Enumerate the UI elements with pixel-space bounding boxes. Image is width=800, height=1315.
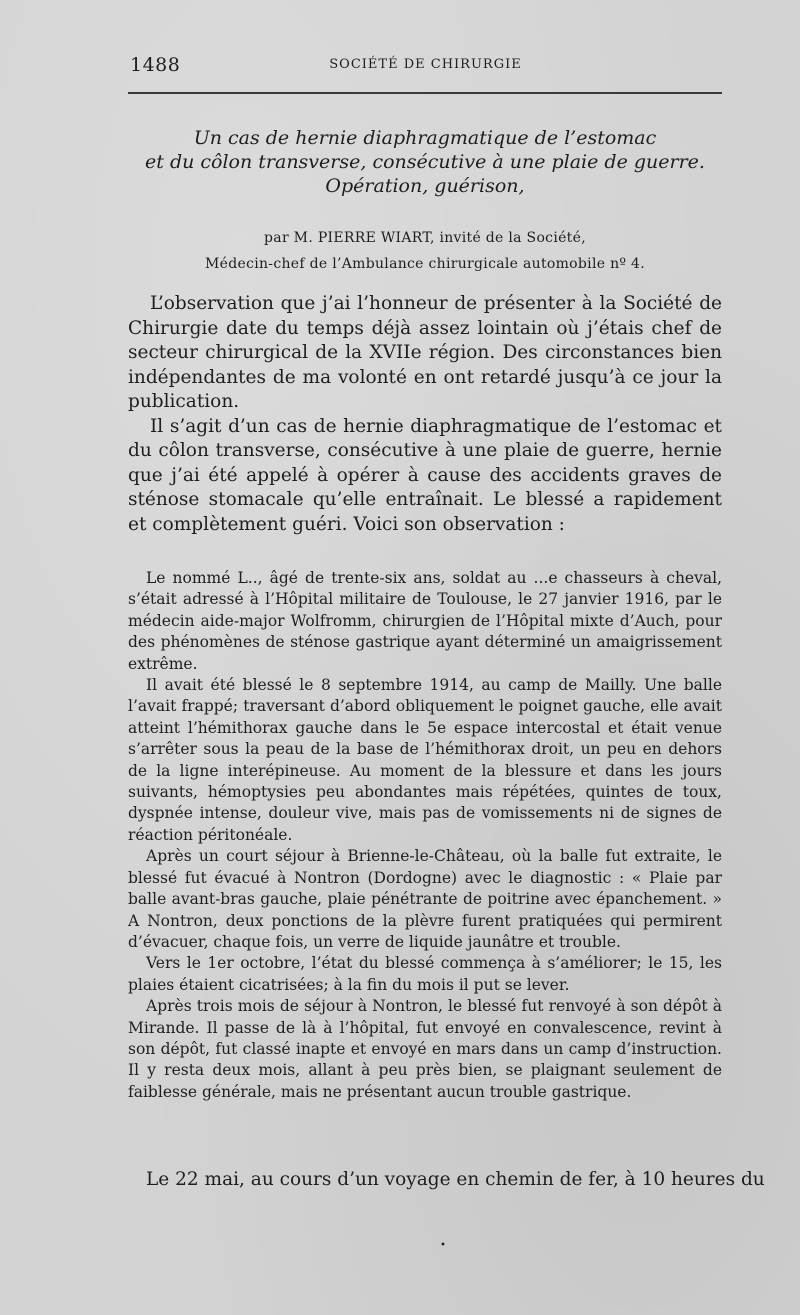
case-paragraph: Le nommé L.., âgé de trente-six ans, soldat au ...e chasseurs à cheval, s’était adressé à l’Hôpital militaire de Toulouse, le 27 janvier 1916, par le médecin aide-major Wolfromm, chirurgien de l’Hôpital mixte d’Auch, pour des phénomènes de sténose gastrique ayant déterminé un amaigrissement extrême. — [128, 569, 722, 673]
body-paragraph: Il s’agit d’un cas de hernie diaphragmatique de l’estomac et du côlon transverse, consécutive à une plaie de guerre, hernie que j’ai été appelé à opérer à cause des accidents graves de sténose stomacale qu’elle entraînait. Le blessé a rapidement et complètement guéri. Voici son observation : — [128, 415, 722, 535]
title-line: Un cas de hernie diaphragmatique de l’estomac — [193, 127, 657, 149]
introduction-text — [128, 292, 722, 537]
case-paragraph: Après un court séjour à Brienne-le-Château, où la balle fut extraite, le blessé fut évacué à Nontron (Dordogne) avec le diagnostic : « Plaie par balle avant-bras gauche, plaie pénétrante de poitrine avec épanchement. » A Nontron, deux ponctions de la plèvre furent pratiquées qui permirent d’évacuer, chaque fois, un verre de liquide jaunâtre et trouble. — [128, 847, 722, 951]
article-title — [128, 126, 722, 198]
running-title: SOCIÉTÉ DE CHIRURGIE — [329, 57, 522, 72]
case-observation-text — [128, 568, 722, 1103]
case-paragraph: Après trois mois de séjour à Nontron, le blessé fut renvoyé à son dépôt à Mirande. Il passe de là à l’hôpital, fut envoyé en convalescence, revint à son dépôt, fut classé inapte et envoyé en mars dans un camp d’instruction. Il y resta deux mois, allant à peu près bien, se plaignant seulement de faiblesse générale, mais ne présentant aucun trouble gastrique. — [128, 997, 722, 1101]
closing-line: Le 22 mai, au cours d’un voyage en chemin de fer, à 10 heures du — [146, 1169, 765, 1190]
case-paragraph: Il avait été blessé le 8 septembre 1914, au camp de Mailly. Une balle l’avait frappé; traversant d’abord obliquement le poignet gauche, elle avait atteint l’hémithorax gauche dans le 5e espace intercostal et était venue s’arrêter sous la peau de la base de l’hémithorax droit, un peu en dehors de la ligne interépineuse. Au moment de la blessure et dans les jours suivants, hémoptysies peu abondantes mais répétées, quintes de toux, dyspnée intense, douleur vive, mais pas de vomissements ni de signes de réaction péritonéale. — [128, 676, 722, 844]
title-line: Opération, guérison, — [325, 175, 525, 197]
running-head — [130, 54, 721, 78]
author-byline — [128, 225, 722, 277]
byline-line: par M. PIERRE WIART, invité de la Société, — [264, 230, 586, 246]
page-speck: • — [440, 1240, 446, 1251]
body-paragraph: L’observation que j’ai l’honneur de présenter à la Société de Chirurgie date du temps déjà assez lointain où j’étais chef de secteur chirurgical de la XVIIe région. Des circonstances bien indépendantes de ma volonté en ont retardé jusqu’à ce jour la publication. — [128, 293, 722, 412]
title-line: et du côlon transverse, consécutive à une plaie de guerre. — [145, 151, 705, 173]
header-rule — [128, 92, 722, 94]
case-paragraph: Vers le 1er octobre, l’état du blessé commença à s’améliorer; le 15, les plaies étaient cicatrisées; à la fin du mois il put se lever. — [128, 954, 722, 994]
page-number: 1488 — [130, 54, 181, 76]
byline-line: Médecin-chef de l’Ambulance chirurgicale automobile nº 4. — [205, 256, 645, 272]
